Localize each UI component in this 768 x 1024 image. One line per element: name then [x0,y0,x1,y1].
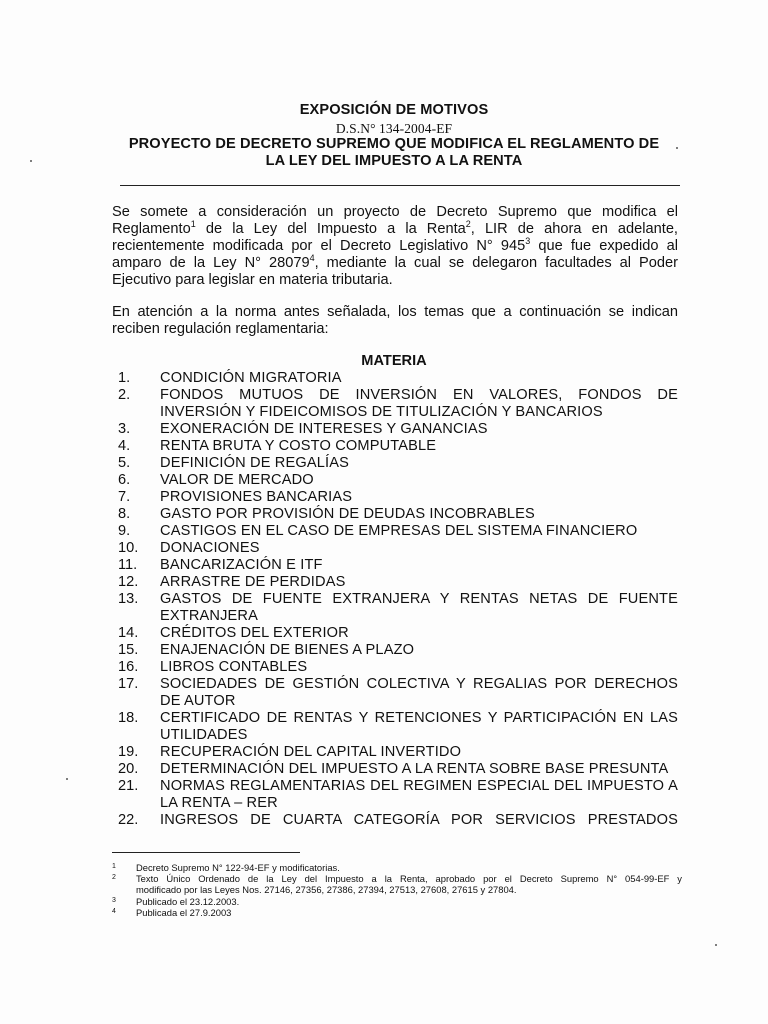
document-subtitle-line-1: PROYECTO DE DECRETO SUPREMO QUE MODIFICA EL REGLAMENTO DE [128,136,660,152]
list-item: 1. CONDICIÓN MIGRATORIA [118,370,342,386]
decree-number: D.S.N° 134-2004-EF [335,121,453,136]
list-item: 13. GASTOS DE FUENTE EXTRANJERA Y RENTAS NETAS DE FUENTE EXTRANJERA [118,591,678,624]
intro-line-1: Se somete a consideración un proyecto de Decreto Supremo que modifica el [112,204,678,220]
list-item: 9. CASTIGOS EN EL CASO DE EMPRESAS DEL SISTEMA FINANCIERO [118,523,638,539]
topics-line-2: reciben regulación reglamentaria: [112,321,329,337]
intro-line-2: Reglamento$^1$ de la Ley del Impuesto a la Renta$^2$, LIR de ahora en adelante, [112,219,678,237]
list-item: 3. EXONERACIÓN DE INTERESES Y GANANCIAS [118,421,488,437]
list-item: 5. DEFINICIÓN DE REGALÍAS [118,455,349,471]
list-item: 11. BANCARIZACIÓN E ITF [118,557,323,573]
scan-speck [66,778,68,780]
list-item: 14. CRÉDITOS DEL EXTERIOR [118,625,349,641]
list-item: 4. RENTA BRUTA Y COSTO COMPUTABLE [118,438,437,454]
list-item: 18. CERTIFICADO DE RENTAS Y RETENCIONES Y PARTICIPACIÓN EN LAS UTILIDADES [118,710,678,743]
list-item: 10. DONACIONES [118,540,260,556]
intro-line-3: recientemente modificada por el Decreto Legislativo N° $945^3$ que fue expedido al [112,236,678,254]
list-item: 21. NORMAS REGLAMENTARIAS DEL REGIMEN ESPECIAL DEL IMPUESTO A LA RENTA – RER [118,778,678,811]
document-subtitle-line-2: LA LEY DEL IMPUESTO A LA RENTA [265,153,523,169]
list-item: 6. VALOR DE MERCADO [118,472,314,488]
footnote-continuation: modificado por las Leyes Nos. 27146, 27356, 27386, 27394, 27513, 27608, 27615 y 27804. [136,884,517,896]
scan-speck [30,160,32,162]
list-item: 12. ARRASTRE DE PERDIDAS [118,574,346,590]
footnote: 4 Publicada el 27.9.2003 [112,906,232,918]
list-item: 2. FONDOS MUTUOS DE INVERSIÓN EN VALORES, FONDOS DE INVERSIÓN Y FIDEICOMISOS DE TITULIZACIÓN Y BANCARIOS [118,387,678,420]
header-divider [120,185,680,186]
footnote: 3 Publicado el 23.12.2003. [112,895,240,907]
materia-list [112,370,678,829]
footnote: 1 Decreto Supremo N° 122-94-EF y modificatorias. [112,862,340,873]
materia-heading: MATERIA [361,353,427,369]
list-item: 17. SOCIEDADES DE GESTIÓN COLECTIVA Y REGALIAS POR DERECHOS DE AUTOR [118,676,678,709]
list-item: 20. DETERMINACIÓN DEL IMPUESTO A LA RENTA SOBRE BASE PRESUNTA [118,761,669,777]
list-item: 19. RECUPERACIÓN DEL CAPITAL INVERTIDO [118,744,462,760]
document-title: EXPOSICIÓN DE MOTIVOS [299,102,489,118]
topics-paragraph [112,304,678,338]
scan-speck [676,147,678,149]
intro-paragraph [112,204,678,289]
footnote-ref-4: 4 [309,253,315,264]
footnote: 2 Texto Único Ordenado de la Ley del Impuesto a la Renta, aprobado por el Decreto Supremo N° 054-99-EF y [112,873,682,885]
list-item: 16. LIBROS CONTABLES [118,659,308,675]
list-item: 8. GASTO POR PROVISIÓN DE DEUDAS INCOBRABLES [118,506,535,522]
list-item: 7. PROVISIONES BANCARIAS [118,489,353,505]
topics-line-1: En atención a la norma antes señalada, los temas que a continuación se indican [112,304,678,320]
list-item: 15. ENAJENACIÓN DE BIENES A PLAZO [118,642,415,658]
footnote-ref-2: 2 [465,219,471,230]
footnote-ref-3: 3 [525,236,531,247]
footnote-divider [112,852,300,853]
scan-speck [715,944,717,946]
footnote-ref-1: 1 [190,219,196,230]
intro-line-5: Ejecutivo para legislar en materia tributaria. [112,272,393,288]
list-item: 22. INGRESOS DE CUARTA CATEGORÍA POR SERVICIOS PRESTADOS [118,812,678,828]
intro-line-4: amparo de la Ley N° 28079$^4$, mediante la cual se delegaron facultades al Poder [112,253,678,271]
footnotes [112,862,682,918]
